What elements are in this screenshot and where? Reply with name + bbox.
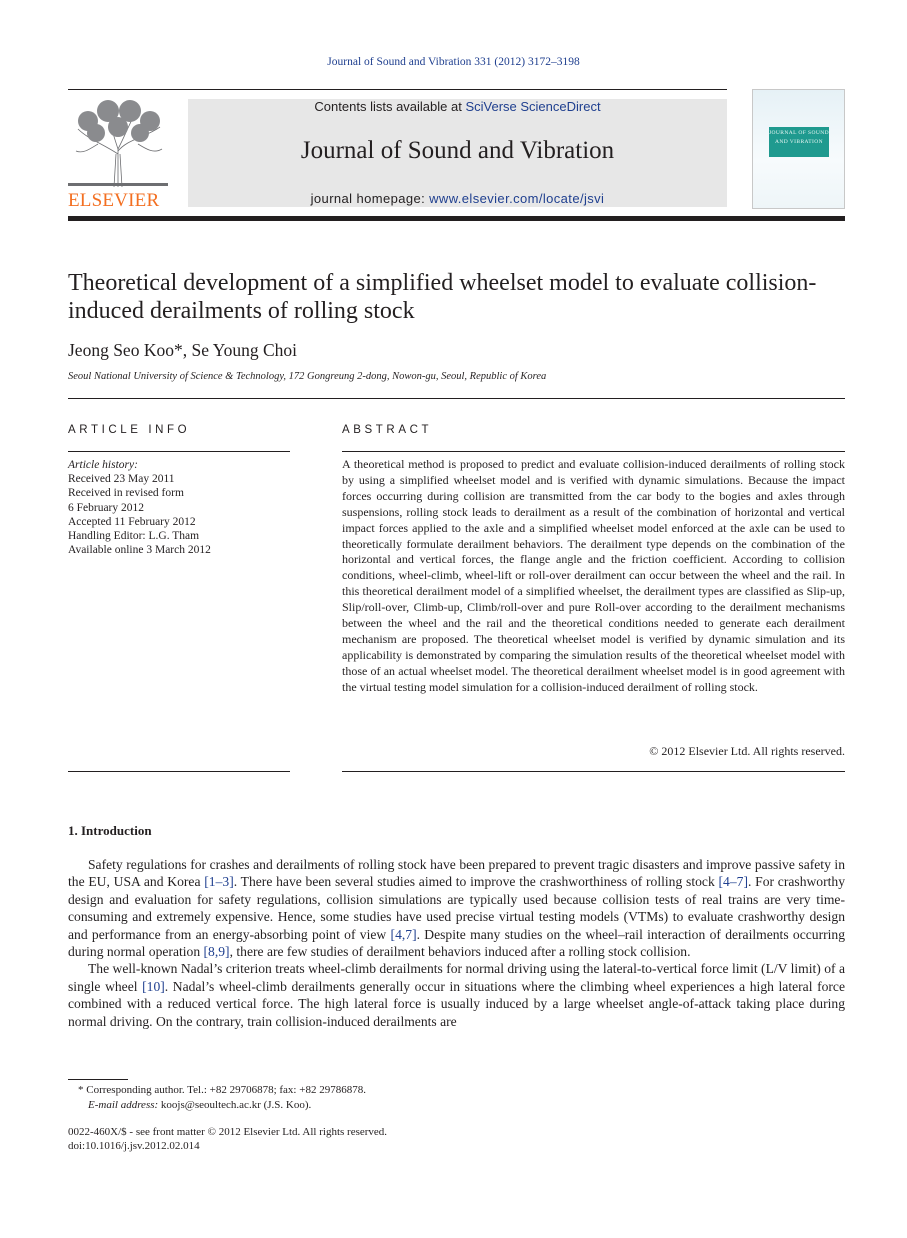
reference-link[interactable]: [1–3] (204, 874, 234, 890)
reference-link[interactable]: [10] (142, 978, 165, 994)
homepage-prefix: journal homepage: (310, 191, 430, 206)
abstract-heading: ABSTRACT (342, 424, 433, 436)
footnote-rule (68, 1079, 128, 1080)
history-item: Received in revised form (68, 487, 184, 500)
homepage-line (188, 191, 727, 206)
introduction-heading: 1. Introduction (68, 823, 152, 838)
article-info-rule (68, 451, 290, 452)
history-item: Handling Editor: L.G. Tham (68, 530, 200, 543)
text-run: , there are few studies of derailment behaviors induced after a rolling stock collision. (229, 944, 691, 960)
author-list (68, 340, 297, 361)
history-item: Received 23 May 2011 (68, 473, 175, 486)
history-label: Article history: (68, 459, 138, 471)
affiliation: Seoul National University of Science & Technology, 172 Gongreung 2-dong, Nowon-gu, Seoul, Republic of Korea (68, 371, 547, 382)
corresponding-author-note: * Corresponding author. Tel.: +82 29706878; fax: +82 29786878. (78, 1084, 366, 1096)
reference-link[interactable]: [8,9] (203, 944, 230, 960)
journal-cover-title: JOURNAL OF SOUND AND VIBRATION (769, 127, 829, 157)
abstract-copyright: © 2012 Elsevier Ltd. All rights reserved. (649, 744, 845, 758)
text-run: . Despite many studies on the wheel–rail interaction of derailments occurring during normal operation (68, 926, 846, 960)
publication-meta (68, 1125, 387, 1153)
header-thick-rule (68, 216, 845, 221)
text-run: Safety regulations for crashes and derailments of rolling stock have been prepared to prevent tragic disasters and improve passive safety in the EU, USA and Korea (68, 857, 845, 890)
reference-link[interactable]: [4–7] (718, 874, 748, 890)
reference-link[interactable]: [4,7] (390, 926, 417, 942)
corresponding-author-mark[interactable]: * (173, 340, 183, 360)
abstract-bottom-rule (342, 771, 845, 772)
journal-citation[interactable]: Journal of Sound and Vibration 331 (2012) 3172–3198 (327, 56, 580, 68)
sciencedirect-link[interactable]: SciVerse ScienceDirect (465, 99, 601, 114)
history-item: 6 February 2012 (68, 501, 145, 514)
email-label: E-mail address: (88, 1099, 159, 1111)
header-top-rule (68, 89, 727, 90)
intro-paragraph-2 (68, 960, 845, 1030)
issn-line: 0022-460X/$ - see front matter © 2012 Elsevier Ltd. All rights reserved. (68, 1126, 388, 1138)
journal-title: Journal of Sound and Vibration (300, 137, 615, 164)
abstract-rule (342, 451, 845, 452)
article-history (68, 458, 290, 557)
email-note (68, 1098, 668, 1113)
doi-line[interactable]: doi:10.1016/j.jsv.2012.02.014 (68, 1140, 200, 1152)
intro-paragraph-1 (68, 856, 845, 960)
introduction-body (68, 856, 845, 1030)
email-address[interactable]: koojs@seoultech.ac.kr (J.S. Koo). (158, 1099, 312, 1111)
article-title: Theoretical development of a simplified wheelset model to evaluate collision-induced derailments of rolling stock (68, 270, 817, 324)
elsevier-wordmark[interactable]: ELSEVIER (68, 190, 160, 211)
contents-line (188, 99, 727, 114)
author-choi[interactable]: , Se Young Choi (182, 340, 297, 360)
homepage-link[interactable]: www.elsevier.com/locate/jsvi (429, 191, 605, 206)
history-item: Accepted 11 February 2012 (68, 515, 196, 528)
text-run: . There have been several studies aimed to improve the crashworthiness of rolling stock (233, 874, 719, 890)
article-info-heading: ARTICLE INFO (68, 424, 191, 436)
history-item: Available online 3 March 2012 (68, 544, 211, 557)
contents-prefix: Contents lists available at (314, 99, 466, 114)
abstract-text: A theoretical method is proposed to predict and evaluate collision-induced derailments of rolling stock by using a simplified wheelset model and is verified with dynamic simulations. Because the impact forces occurring during collision are transmitted from the car body to the bogies and axles through suspensions, rolling stock leads to derailment as a result of the combination of horizontal and vertical impact forces applied to the axle and a simplified wheelset model enforced at the axle can be used to theoretically formulate derailment behaviors. The derailment type depends on the combination of the horizontal and vertical forces, the flange angle and the friction coefficient. According to collision conditions, wheel-climb, wheel-lift or roll-over derailment can occur between the wheel and the rail. In this theoretical derailment model of a simplified wheelset, the derailment types are classified as Slip-up, Slip/roll-over, Climb-up, Climb/roll-over and pure Roll-over according to the derailment mechanisms between the wheel and the rail and the theoretical conditions needed to generate each derailment mechanism are proposed. The theoretical wheelset model is verified by dynamic simulation and its applicability is demonstrated by comparing the simulation results of the theoretical wheelset model with those of an actual wheelset model. The theoretical derailment wheelset model is in good agreement with the virtual testing model simulation for a collision-induced derailment of rolling stock. (342, 457, 845, 694)
text-run: The well-known Nadal’s criterion treats wheel-climb derailments for normal driving using the lateral-to-vertical force limit (L/V limit) of a single wheel (68, 961, 845, 994)
text-run: . Nadal’s wheel-climb derailments generally occur in situations where the climbing wheel experiences a high lateral force combined with a reduced vertical force. The high lateral force is usually induced by a large wheelset angle-of-attack taking place during normal driving. On the contrary, train collision-induced derailments are (68, 978, 845, 1029)
affiliation-rule (68, 398, 845, 399)
author-koo[interactable]: Jeong Seo Koo (68, 340, 174, 360)
article-info-bottom-rule (68, 771, 290, 772)
text-run: . For crashworthy design and evaluation for safety regulations, collision simulations are typically used because collision tests of real trains are very time-consuming and extremely expensive. Hence, some studies have used precise virtual testing models (VTMs) to evaluate crashworthy design and performance from an energy-absorbing point of view (68, 874, 846, 942)
footnote (68, 1083, 668, 1113)
